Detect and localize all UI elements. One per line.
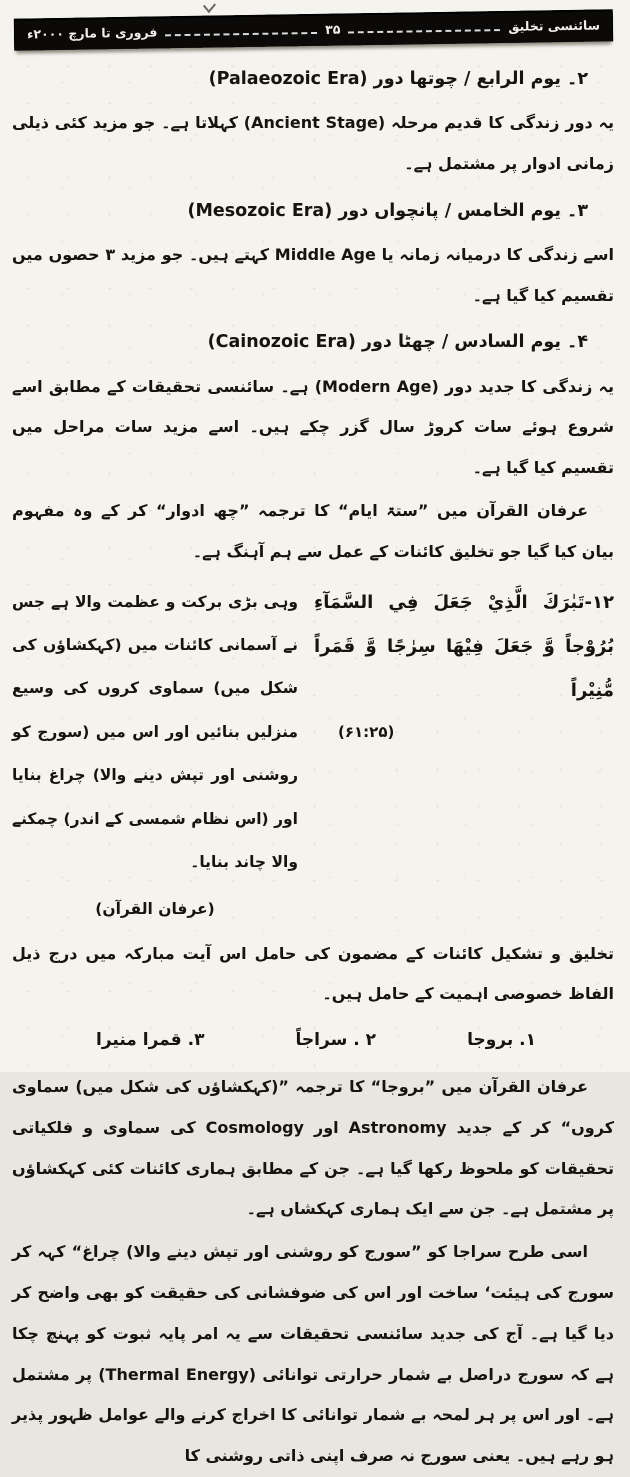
- verse-reference: (۶۱:۲۵): [338, 722, 395, 741]
- page-number: ۳۵: [325, 21, 341, 37]
- heading-palaeozoic-era: ۲۔ یوم الرابع / چوتھا دور (Palaeozoic Era): [208, 69, 588, 89]
- para-takhleeq-tashkeel: تخلیق و تشکیل کائنات کے مضمون کی حامل اس آیت مبارکہ میں درج ذیل الفاظ خصوصی اہمیت کے حامل ہیں۔: [12, 943, 614, 1004]
- term-siraja: ۲ . سراجاً: [295, 1030, 376, 1051]
- para-siraja-thermal-energy: اسی طرح سراجا کو ”سورج کو روشنی اور تپش دینے والا) چراغ“ کہہ کر سورج کی ہیئت‘ ساخت اور اس کی ضوفشانی کی حقیقت کو بھی واضح کر دیا گیا ہے۔ آج کی جدید سائنسی تحقیقات سے یہ امر پایہ ثبوت کو پہنچ چکا ہے کہ سورج دراصل بے شمار حرارتی توانائی (Thermal Energy) پر مشتمل ہے۔ اور اس پر ہر لمحہ بے شمار توانائی کا اخراج کرنے والے عوامل ظہور پذیر ہو رہے ہیں۔ یعنی سورج نہ صرف اپنی ذاتی روشنی کا: [12, 1242, 615, 1466]
- journal-header-bar: [14, 9, 613, 50]
- heading-mesozoic-era: ۳۔ یوم الخامس / پانچواں دور (Mesozoic Era): [187, 200, 588, 221]
- term-qamar-munira: ۳. قمرا منیرا: [96, 1030, 205, 1051]
- journal-title: سائنسی تخلیق: [508, 17, 601, 34]
- issue-date: فروری تا مارچ ۲۰۰۰ء: [26, 24, 158, 42]
- verse-translation-text: وہی بڑی برکت و عظمت والا ہے جس نے آسمانی کائنات میں (کہکشاؤں کی شکل میں) سماوی کروں کی وسیع منزلیں بنائیں اور اس میں (سورج کو روشنی اور تپش دینے والا) چراغ بنایا اور (اس نظام شمسی کے اندر) چمکنے والا چاند بنایا۔: [12, 592, 298, 871]
- quran-verse-section: [12, 581, 614, 932]
- dashed-rule-left: [165, 31, 317, 35]
- para-modern-age: یہ زندگی کا جدید دور (Modern Age) ہے۔ سائنسی تحقیقات کے مطابق اسے شروع ہوئے سات کروڑ سال گزر چکے ہیں۔ اسے مزید سات مراحل میں تقسیم کیا گیا ہے۔: [12, 376, 615, 478]
- arabic-verse-text: ۱۲-تَبٰرَكَ الَّذِيْ جَعَلَ فِي السَّمَآءِ بُرُوْجاً وَّ جَعَلَ فِيْهَا سِرٰجًا وَّ قَمَراً مُّنِيْراً: [314, 591, 614, 701]
- verse-translation-column: [12, 581, 298, 932]
- arabic-verse-column: [314, 581, 614, 741]
- key-terms-row: [96, 1023, 536, 1059]
- stray-pen-mark: [203, 0, 216, 13]
- para-middle-age: اسے زندگی کا درمیانہ زمانہ یا Middle Age کہتے ہیں۔ جو مزید ۳ حصوں میں تقسیم کیا گیا ہے۔: [12, 244, 615, 305]
- para-ancient-stage: یہ دور زندگی کا قدیم مرحلہ (Ancient Stage) کہلاتا ہے۔ جو مزید کئی ذیلی زمانی ادوار پر مشتمل ہے۔: [12, 113, 615, 173]
- heading-cainozoic-era: ۴۔ یوم السادس / چھٹا دور (Cainozoic Era): [207, 332, 588, 353]
- para-buruja-astronomy: عرفان القرآن میں ”بروجا“ کا ترجمہ ”(کہکشاؤں کی شکل میں) سماوی کروں“ کر کے جدید Astronomy اور Cosmology کی سماوی و فلکیاتی تحقیقات کو ملحوظ رکھا گیا ہے۔ جن کے مطابق ہماری کائنات کئی کہکشاؤں پر مشتمل ہے۔ جن سے ایک ہماری کہکشاں ہے۔: [12, 1076, 615, 1219]
- term-buruja: ۱. بروجا: [467, 1030, 536, 1051]
- para-sitta-ayyam: عرفان القرآن میں ”ستۃ ایام“ کا ترجمہ ”چھ ادوار“ کر کے وہ مفہوم بیان کیا گیا جو تخلیق کائنات کے عمل سے ہم آہنگ ہے۔: [12, 500, 614, 561]
- translation-source: (عرفان القرآن): [95, 900, 215, 919]
- dashed-rule-right: [349, 29, 501, 33]
